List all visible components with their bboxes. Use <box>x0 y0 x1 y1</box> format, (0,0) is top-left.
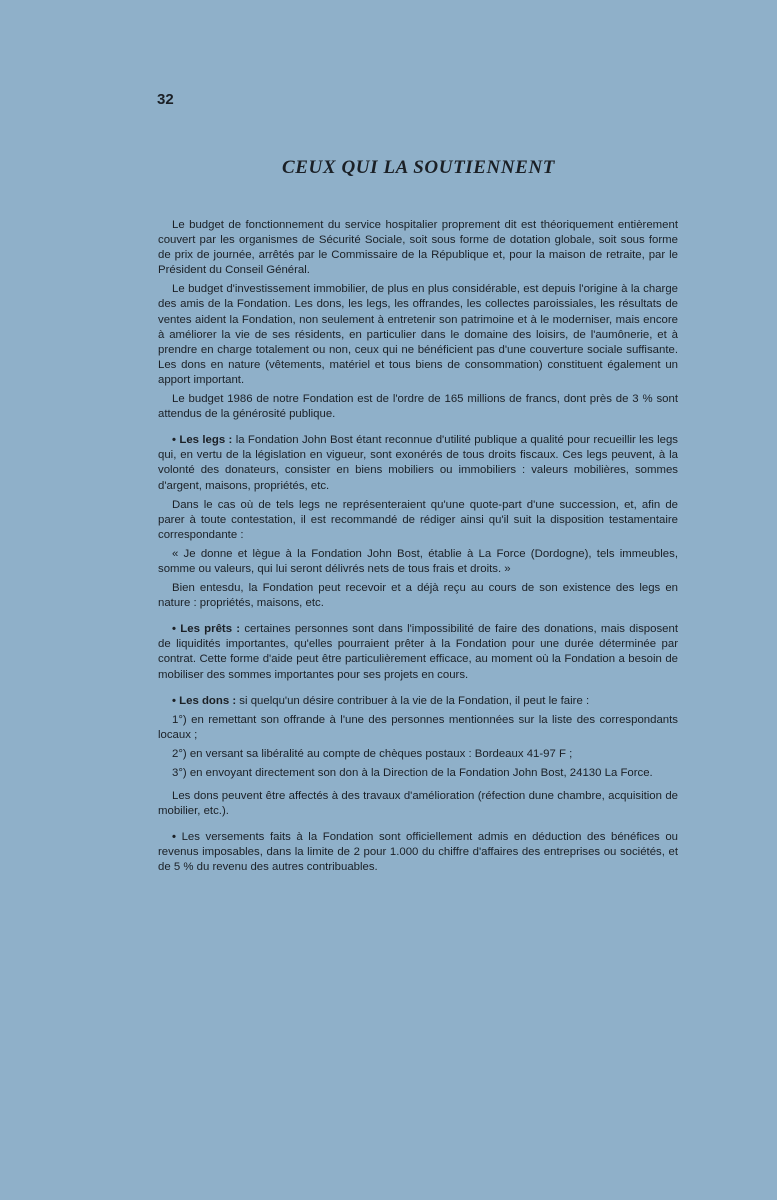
paragraph-budget-fonctionnement: Le budget de fonctionnement du service hospitalier proprement dit est théoriquement entièrement couvert par les organismes de Sécurité Sociale, soit sous forme de dotation globale, soit sous forme de prix de journée, arrêtés par le Commissaire de la République et, pour la maison de retraite, par le Président du Conseil Général. <box>158 219 678 277</box>
paragraph-versements <box>158 830 678 875</box>
page-number: 32 <box>157 91 174 108</box>
prets-heading: Les prêts : <box>180 623 241 636</box>
prets-text: certaines personnes sont dans l'impossibilité de faire des donations, mais disposent de liquidités importantes, qu'elles pourraient prêter à la Fondation pour une durée déterminée par contrat. Cette forme d'aide peut être particulièrement efficace, au moment où la Fondation a besoin de mobiliser des sommes importantes pour ses projets en cours. <box>158 623 678 681</box>
bullet: • <box>172 694 176 707</box>
paragraph-don-option-3: 3°) en envoyant directement son don à la Direction de la Fondation John Bost, 24130 La Force. <box>172 767 653 779</box>
paragraph-don-option-1: 1°) en remettant son offrande à l'une des personnes mentionnées sur la liste des correspondants locaux ; <box>158 713 678 741</box>
legs-text: la Fondation John Bost étant reconnue d'utilité publique a qualité pour recueillir les legs qui, en vertu de la législation en vigueur, sont exonérés de tous droits fiscaux. Ces legs peuvent, à la volonté des donateurs, consister en biens mobiliers ou immobiliers : valeurs mobilières, sommes d'argent, maisons, propriétés, etc. <box>158 434 679 492</box>
paragraph-prets <box>158 622 678 682</box>
dons-heading: Les dons : <box>179 694 237 707</box>
paragraph-budget-1986: Le budget 1986 de notre Fondation est de l'ordre de 165 millions de francs, dont près de 3 % sont attendus de la générosité publique. <box>158 393 678 421</box>
bullet: • <box>172 434 176 447</box>
legs-heading: Les legs : <box>179 434 233 447</box>
versements-text: Les versements faits à la Fondation sont officiellement admis en déduction des bénéfices ou revenus imposables, dans la limite de 2 pour 1.000 du chiffre d'affaires des entreprises ou sociétés, et de 5 % du revenu des autres contribuables. <box>158 831 678 874</box>
page-title: CEUX QUI LA SOUTIENNENT <box>282 157 555 178</box>
paragraph-don-option-2: 2°) en versant sa libéralité au compte de chèques postaux : Bordeaux 41-97 F ; <box>172 747 573 760</box>
paragraph-dons <box>158 694 678 709</box>
paragraph-legs-nature: Bien entesdu, la Fondation peut recevoir et a déjà reçu au cours de son existence des legs en nature : propriétés, maisons, etc. <box>158 582 678 610</box>
paragraph-testament-quote: « Je donne et lègue à la Fondation John Bost, établie à La Force (Dordogne), tels immeubles, somme ou valeurs, qui lui seront délivrés nets de tous frais et droits. » <box>158 547 678 575</box>
bullet: • <box>172 623 176 636</box>
paragraph-legs <box>158 433 678 493</box>
paragraph-dons-affectes: Les dons peuvent être affectés à des travaux d'amélioration (réfection dune chambre, acquisition de mobilier, etc.). <box>158 790 678 818</box>
document-body <box>158 218 678 880</box>
dons-text: si quelqu'un désire contribuer à la vie de la Fondation, il peut le faire : <box>236 694 590 707</box>
bullet: • <box>172 831 176 844</box>
paragraph-budget-investissement: Le budget d'investissement immobilier, de plus en plus considérable, est depuis l'origine à la charge des amis de la Fondation. Les dons, les legs, les offrandes, les collectes paroissiales, les résultats de ventes aident la Fondation, non seulement à entretenir son patrimoine et à le moderniser, mais encore à améliorer la vie de ses résidents, en particulier dans le domaine des loisirs, de l'aumônerie, et à prendre en charge totalement ou non, ceux qui ne bénéficient pas d'une couverture sociale suffisante. Les dons en nature (vêtements, matériel et tous biens de consommation) constituent également un apport important. <box>158 283 678 386</box>
paragraph-quote-part: Dans le cas où de tels legs ne représenteraient qu'une quote-part d'une succession, et, afin de parer à toute contestation, il est recommandé de rédiger ainsi qu'il suit la disposition testamentaire correspondante : <box>158 498 678 541</box>
